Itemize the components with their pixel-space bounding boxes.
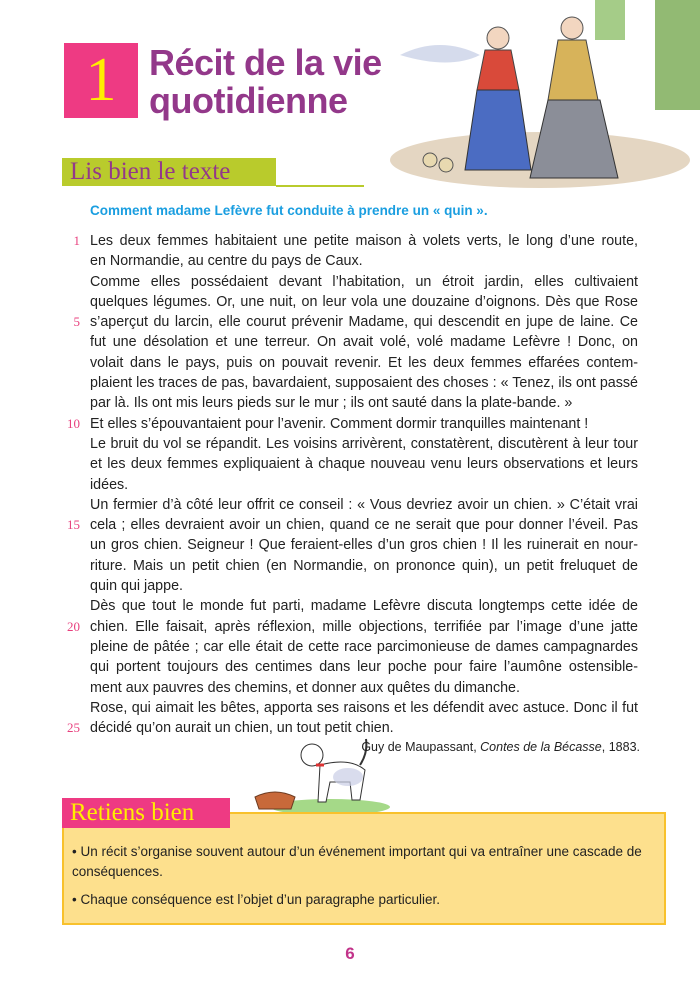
text-line [60,657,640,677]
line-text: décidé qu’on aurait un chien, un tout petit chien. [90,720,394,737]
line-text: quin qui jappe. [90,578,184,595]
text-line [60,515,640,535]
text-line [60,251,640,271]
title-line-1: Récit de la vie [149,42,382,83]
chapter-number: 1 [64,43,138,118]
line-text: Les deux femmes habitaient une petite maison à volets verts, le long d’une route, [90,233,638,249]
line-number: 5 [73,314,80,330]
line-text: un gros chien. Seigneur ! Que feraient-elles d’un gros chien ! Il les ruinerait en nour- [90,537,638,554]
line-text: riture. Mais un petit chien (en Normandie, on prononce quin), un petit freluquet de [90,557,638,574]
text-line [60,596,640,616]
retiens-item: • Chaque conséquence est l’objet d’un paragraphe particulier. [72,892,440,907]
text-line [60,556,640,576]
text-line [60,678,640,698]
retiens-item: • Un récit s’organise souvent autour d’un événement important qui va entraîner une cascade de conséquences. [72,844,642,879]
source-author: Guy de Maupassant, [361,740,481,754]
text-line [60,617,640,637]
text-line [60,576,640,596]
line-text: s’aperçut du larcin, elle courut prévenir Madame, qui descendit en jupe de laine. Ce [90,314,638,331]
text-line [60,414,640,434]
retiens-heading: Retiens bien [62,798,230,828]
line-text: Et elles s’épouvantaient pour l’avenir. Comment dormir tranquilles maintenant ! [90,415,589,432]
source-work: Contes de la Bécasse [480,740,602,754]
line-text: cela ; elles devraient avoir un chien, quand ce ne serait que pour donner l’éveil. Pas [90,517,638,534]
line-text: qui portent toujours des centimes dans leur poche pour faire l’aumône ostensible- [90,659,638,676]
line-text: Comme elles possédaient devant l’habitation, un étroit jardin, elles cultivaient [90,273,638,290]
text-line [60,393,640,413]
line-text: quelques légumes. Or, une nuit, on leur vola une douzaine d’oignons. Dès que Rose [90,293,638,310]
line-text: en Normandie, au centre du pays de Caux. [90,253,363,270]
line-text: chien. Elle faisait, après réflexion, mille objections, terrifiée par l’image d’une jatte [90,618,638,635]
text-line [60,353,640,373]
line-text: volait dans le pays, puis on pouvait revenir. Et les deux femmes effarées contem- [90,354,638,371]
line-text: Dès que tout le monde fut parti, madame Lefèvre discuta longtemps cette idée de [90,598,638,615]
text-line [60,637,640,657]
source-year: , 1883. [601,740,640,754]
line-text: idées. [90,476,129,493]
text-line [60,231,640,251]
line-number: 15 [67,517,80,533]
story-text [60,231,640,738]
line-text: ment aux pauvres des chemins, et donner aux quêtes du dimanche. [90,679,520,696]
text-subtitle: Comment madame Lefèvre fut conduite à prendre un « quin ». [90,203,488,218]
text-line [60,272,640,292]
line-text: Un fermier d’à côté leur offrit ce conseil : « Vous devriez avoir un chien. » C’était vrai [90,496,638,513]
text-line [60,454,640,474]
heading-rule [276,185,364,187]
text-line [60,332,640,352]
retiens-box [62,812,666,925]
line-text: par là. Ils ont mis leurs pieds sur le mur ; ils ont sauté dans la plate-bande. » [90,395,573,412]
source-citation [361,740,640,754]
text-line [60,434,640,454]
line-text: et les deux femmes expliquaient à chaque nouveau venu leurs observations et leurs [90,456,638,473]
text-line [60,373,640,393]
text-line [60,312,640,332]
text-line [60,475,640,495]
line-text: Le bruit du vol se répandit. Les voisins arrivèrent, constatèrent, discutèrent à leur tour [90,435,638,452]
text-line [60,698,640,718]
title-line-2: quotidienne [149,80,348,121]
text-line [60,495,640,515]
line-text: fut une désolation et une terreur. On avait volé, volé madame Lefèvre ! Donc, on [90,334,638,351]
line-text: pleine de pâtée ; car elle était de cette race parcimonieuse de dames campagnardes [90,638,638,655]
line-number: 10 [67,415,80,431]
two-women-garden-illustration [380,0,700,195]
line-number: 1 [73,233,80,248]
text-line [60,292,640,312]
line-text: plaient les traces de pas, bavardaient, supposaient des choses : « Tenez, ils ont passé [90,375,638,392]
text-line [60,535,640,555]
line-text: Rose, qui aimait les bêtes, apporta ses raisons et les défendit avec astuce. Donc il fut [90,699,638,716]
page-number: 6 [345,944,355,963]
line-number: 20 [67,618,80,634]
section-heading: Lis bien le texte [62,158,276,186]
chapter-title [149,44,382,120]
line-number: 25 [67,720,80,736]
